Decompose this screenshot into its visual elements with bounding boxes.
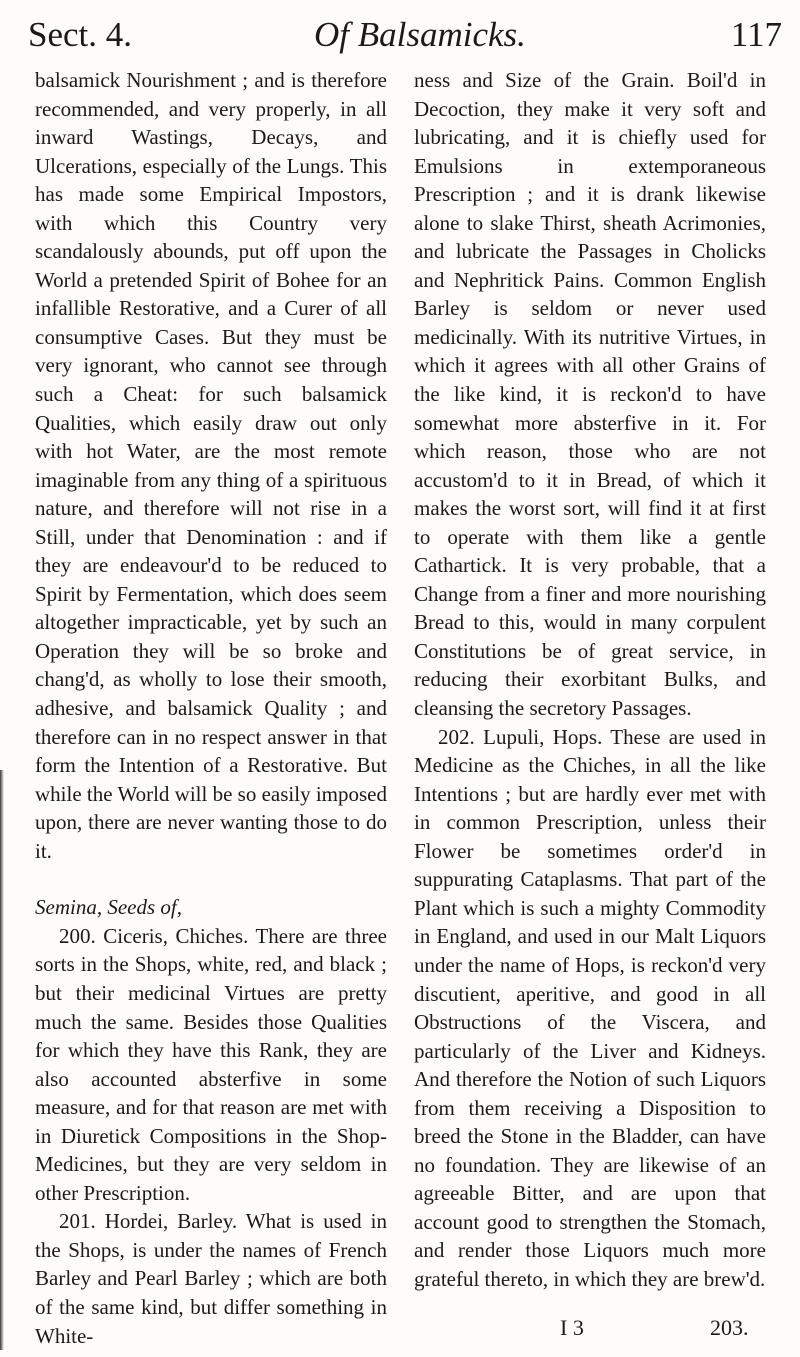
page-number: 117: [730, 15, 782, 54]
right-column: [414, 66, 766, 1294]
signature-mark: I 3: [560, 1315, 584, 1340]
paragraph: ness and Size of the Grain. Boil'd in Decoction, they make it very soft and lubricating, and it is chiefly used for Emulsions in extemporaneous Prescription ; and it is drank likewise alone to slake Thirst, sheath Acrimonies, and lubricate the Passages in Cholicks and Nephritick Pains. Common English Barley is seldom or never used medicinally. With its nutritive Virtues, in which it agrees with all other Grains of the like kind, it is reckon'd to have somewhat more absterfive in it. For which reason, those who are not accustom'd to it in Bread, of which it makes the worst sort, will find it at first to operate with them like a gentle Cathartick. It is very probable, that a Change from a finer and more nourishing Bread to this, would in many corpulent Constitutions be of great service, in reducing their exorbitant Bulks, and cleansing the secretory Passages.: [414, 68, 766, 721]
section-label: Sect. 4.: [28, 15, 133, 54]
left-column: [35, 66, 387, 1350]
catchword: 203.: [710, 1315, 749, 1340]
entry-202: 202. Lupuli, Hops. These are used in Medicine as the Chiches, in all the like Intentions ; but are hardly ever met with in common Prescription, unless their Flower be sometimes order'd in suppurating Cataplasms. That part of the Plant which is such a mighty Commodity in England, and used in our Malt Liquors under the name of Hops, is reckon'd very discutient, aperitive, and good in all Obstructions of the Viscera, and particularly of the Liver and Kidneys. And therefore the Notion of such Liquors from them receiving a Disposition to breed the Stone in the Bladder, can have no foundation. They are likewise of an agreeable Bitter, and are upon that account good to strengthen the Stomach, and render those Liquors much more grateful thereto, in which they are brew'd.: [414, 724, 766, 1291]
section-heading: Semina, Seeds of,: [35, 895, 182, 920]
running-title: Of Balsamicks.: [314, 15, 526, 54]
entry-201: 201. Hordei, Barley. What is used in the Shops, is under the names of French Barley and Pearl Barley ; which are both of the same kind, but differ something in White-: [35, 1209, 387, 1348]
binding-shadow: [0, 770, 4, 1350]
entry-200: 200. Ciceris, Chiches. There are three sorts in the Shops, white, red, and black ; but their medicinal Virtues are pretty much the same. Besides those Qualities for which they have this Rank, they are also accounted absterfive in some measure, and for that reason are met with in Diuretick Compositions in the Shop-Medicines, but they are very seldom in other Prescription.: [35, 923, 387, 1205]
paragraph: balsamick Nourishment ; and is therefore recommended, and very properly, in all inward Wastings, Decays, and Ulcerations, especially of the Lungs. This has made some Empirical Impostors, with which this Country very scandalously abounds, put off upon the World a pretended Spirit of Bohee for an infallible Restorative, and a Curer of all consumptive Cases. But they must be very ignorant, who cannot see through such a Cheat: for such balsamick Qualities, which easily draw out only with hot Water, are the most remote imaginable from any thing of a spirituous nature, and therefore will not rise in a Still, under that Denomination : and if they are endeavour'd to be reduced to Spirit by Fermentation, which does seem altogether impracticable, yet by such an Operation they will be so broke and chang'd, as wholly to lose their smooth, adhesive, and balsamick Quality ; and therefore can in no respect answer in that form the Intention of a Restorative. But while the World will be so easily imposed upon, there are never wanting those to do it.: [35, 68, 387, 863]
running-header: [22, 10, 782, 60]
